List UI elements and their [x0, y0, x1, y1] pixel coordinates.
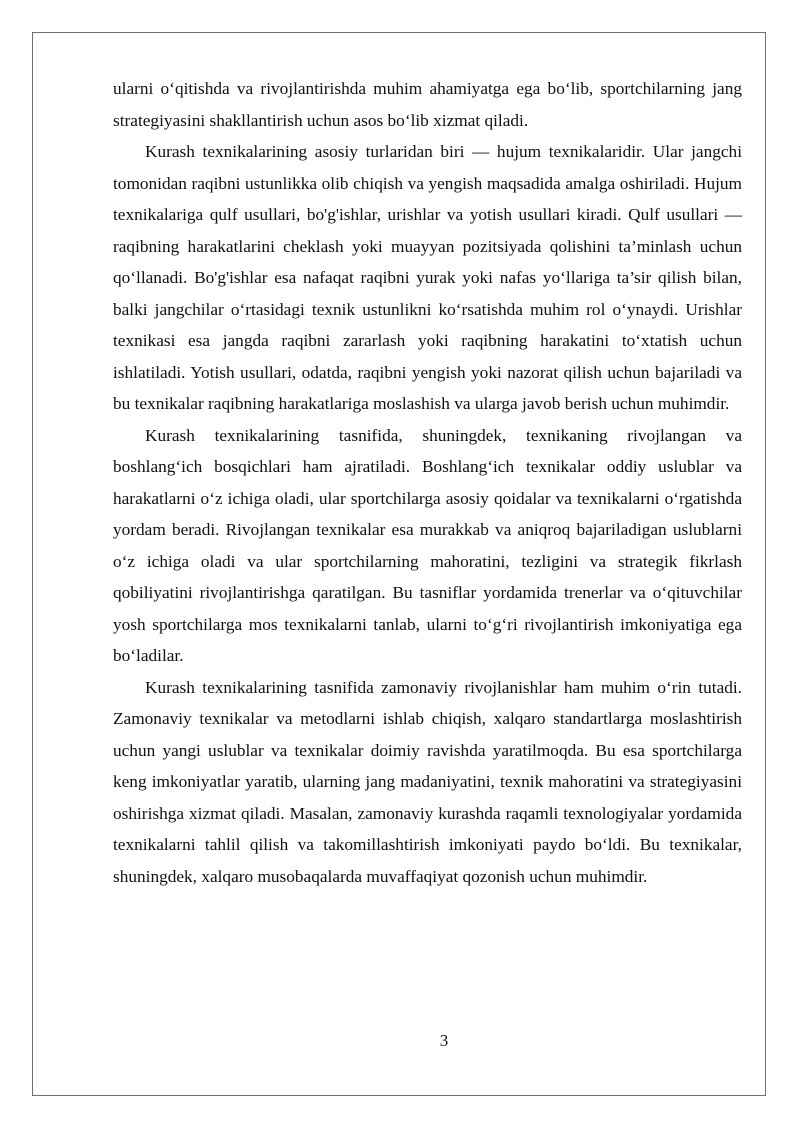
page-number: 3 [439, 1031, 449, 1050]
paragraph-technique-stages: Kurash texnikalarining tasnifida, shuningdek, texnikaning rivojlangan va boshlang‘ich bosqichlari ham ajratiladi. Boshlang‘ich texnikalar oddiy uslublar va harakatlarni o‘z ichiga oladi, ular sportchilarga asosiy qoidalar va texnikalarni o‘rgatishda yordam beradi. Rivojlangan texnikalar esa murakkab va aniqroq bajariladigan uslublarni o‘z ichiga oladi va ular sportchilarning mahoratini, tezligini va strategik fikrlash qobiliyatini rivojlantirishga qaratilgan. Bu tasniflar yordamida trenerlar va o‘qituvchilar yosh sportchilarga mos texnikalarni tanlab, ularni to‘g‘ri rivojlantirish imkoniyatiga ega bo‘ladilar. [113, 425, 742, 665]
paragraph-modern-developments: Kurash texnikalarining tasnifida zamonaviy rivojlanishlar ham muhim o‘rin tutadi. Zamonaviy texnikalar va metodlarni ishlab chiqish, xalqaro standartlarga moslashtirish uchun yangi uslublar va texnikalar doimiy ravishda yaratilmoqda. Bu esa sportchilarga keng imkoniyatlar yaratib, ularning jang madaniyatini, texnik mahoratini va strategiyasini oshirishga xizmat qiladi. Masalan, zamonaviy kurashda raqamli texnologiyalar yordamida texnikalarni tahlil qilish va takomillashtirish imkoniyati paydo bo‘ldi. Bu texnikalar, shuningdek, xalqaro musobaqalarda muvaffaqiyat qozonish uchun muhimdir. [113, 677, 742, 886]
paragraph-attack-techniques: Kurash texnikalarining asosiy turlaridan biri — hujum texnikalaridir. Ular jangchi tomonidan raqibni ustunlikka olib chiqish va yengish maqsadida amalga oshiriladi. Hujum texnikalariga qulf usullari, bo'g'ishlar, urishlar va yotish usullari kiradi. Qulf usullari — raqibning harakatlarini cheklash yoki muayyan pozitsiyada qolishini ta’minlash uchun qo‘llanadi. Bo'g'ishlar esa nafaqat raqibni yurak yoki nafas yo‘llariga ta’sir qilish bilan, balki jangchilar o‘rtasidagi texnik ustunlikni ko‘rsatishda muhim rol o‘ynaydi. Urishlar texnikasi esa jangda raqibni zararlash yoki raqibning harakatini to‘xtatish uchun ishlatiladi. Yotish usullari, odatda, raqibni yengish yoki nazorat qilish uchun bajariladi va bu texnikalar raqibning harakatlariga moslashish va ularga javob berish uchun muhimdir. [113, 142, 742, 413]
document-body [113, 73, 742, 892]
paragraph-continuation: ularni o‘qitishda va rivojlantirishda muhim ahamiyatga ega bo‘lib, sportchilarning jang strategiyasini shakllantirish uchun asos bo‘lib xizmat qiladi. [113, 79, 742, 130]
